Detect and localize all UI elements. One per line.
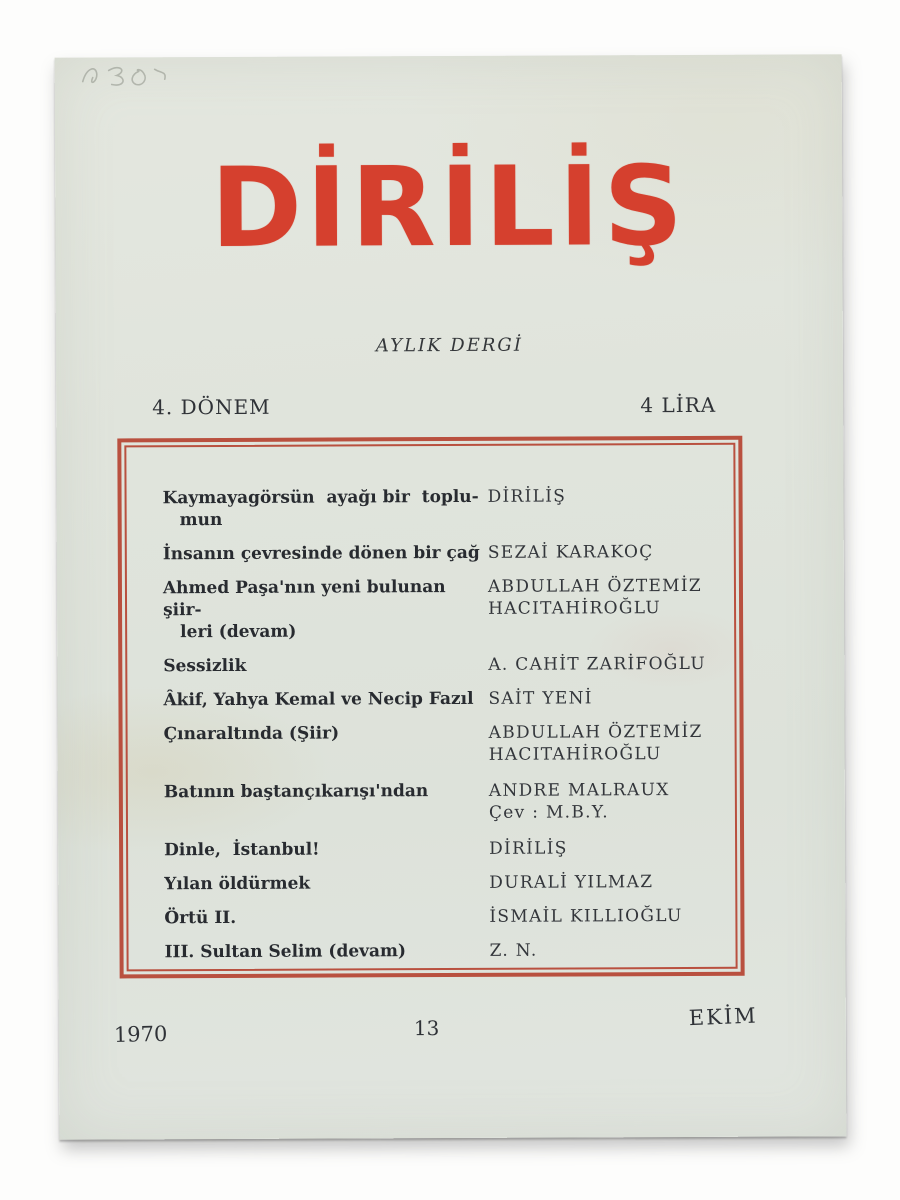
- toc-article-title: Sessizlik: [163, 655, 247, 677]
- toc-row: [164, 871, 717, 895]
- toc-author-name: DİRİLİŞ: [487, 486, 567, 507]
- toc-row: [163, 687, 716, 711]
- magazine-title: DİRİLİŞ: [210, 141, 688, 273]
- price-label: 4 LİRA: [640, 392, 717, 418]
- toc-author-name: ABDULLAH ÖZTEMİZ HACITAHİROĞLU: [487, 575, 703, 619]
- toc-row: [164, 905, 717, 929]
- toc-article-title: Âkif, Yahya Kemal ve Necip Fazıl: [163, 688, 474, 711]
- toc-article-title: Batının baştançıkarışı'ndan: [163, 781, 429, 803]
- period-label: 4. DÖNEM: [152, 394, 271, 420]
- toc-row: [163, 541, 716, 565]
- toc-author-name: ABDULLAH ÖZTEMİZ HACITAHİROĞLU: [488, 721, 703, 765]
- toc-author-name: SEZAİ KARAKOÇ: [487, 542, 654, 563]
- toc-article-title: Ahmed Paşa'nın yeni bulunan şiir- leri (devam): [162, 576, 452, 643]
- toc-row: [163, 575, 716, 643]
- toc-author-name: Z. N.: [489, 940, 538, 961]
- toc-article-title: Çınaraltında (Şiir): [163, 723, 340, 745]
- contents-box-inner: [124, 443, 737, 972]
- toc-row: [164, 721, 717, 767]
- toc-article-title: Yılan öldürmek: [164, 873, 311, 895]
- pencil-mark: [77, 61, 173, 91]
- toc-row: [164, 837, 717, 861]
- toc-article-title: Dinle, İstanbul!: [164, 839, 320, 861]
- toc-row: [163, 653, 716, 677]
- contents-box: [117, 436, 744, 979]
- toc-author-name: SAİT YENİ: [488, 688, 593, 709]
- toc-author-name: İSMAİL KILLIOĞLU: [489, 905, 683, 927]
- year-label: 1970: [113, 1021, 168, 1047]
- toc-row: [164, 939, 717, 963]
- month-label: EKİM: [688, 1003, 759, 1031]
- issue-number: 13: [413, 1016, 440, 1041]
- toc-article-title: Kaymayagörsün ayağı bir toplu- mun: [162, 486, 479, 531]
- toc-article-title: Örtü II.: [164, 907, 237, 929]
- toc-author-name: A. CAHİT ZARİFOĞLU: [488, 653, 706, 675]
- toc-author-name: DİRİLİŞ: [489, 838, 568, 859]
- toc-author-name: DURALİ YILMAZ: [489, 872, 654, 893]
- magazine-subtitle: AYLIK DERGİ: [375, 334, 523, 357]
- toc-article-title: İnsanın çevresinde dönen bir çağ: [162, 542, 480, 565]
- toc-article-title: III. Sultan Selim (devam): [164, 941, 407, 963]
- toc-author-name: ANDRE MALRAUX Çev : M.B.Y.: [488, 780, 670, 823]
- toc-row: [163, 485, 716, 531]
- toc-row: [164, 779, 717, 825]
- meta-row: [152, 393, 716, 419]
- contents-list: [163, 485, 718, 963]
- magazine-cover-page: [55, 54, 847, 1139]
